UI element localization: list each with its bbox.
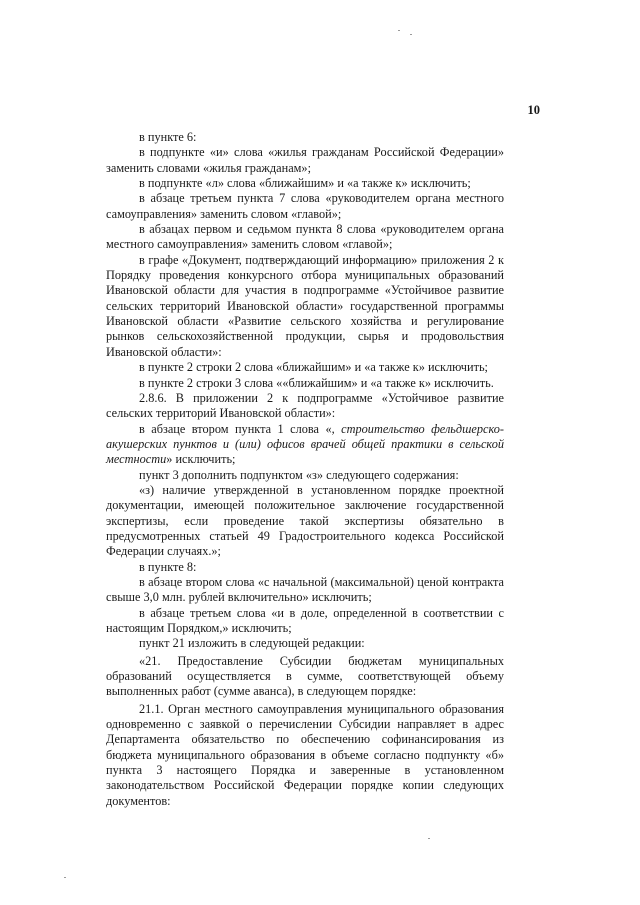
paragraph: в графе «Документ, подтверждающий информацию» приложения 2 к Порядку проведения конкурсного отбора муниципальных образований Ивановской области для участия в подпрограмме «Устойчивое развитие сельских территорий Ивановской области» государственной программы Ивановской области «Развитие сельского хозяйства и регулирование рынков сельскохозяйственной продукции, сырья и продовольствия Ивановской области»:	[106, 252, 504, 359]
paragraph: «з) наличие утвержденной в установленном порядке проектной документации, имеющей положительное заключение государственной экспертизы, если проведение такой экспертизы обязательно в предусмотренных статьей 49 Градостроительного кодекса Российской Федерации случаях.»;	[106, 482, 504, 559]
paragraph: пункт 21 изложить в следующей редакции:	[139, 636, 365, 651]
paragraph: в подпункте «и» слова «жилья гражданам Российской Федерации» заменить словами «жилья гражданам»;	[106, 145, 504, 175]
paragraph: в пункте 6:	[139, 130, 197, 144]
paragraph: в подпункте «л» слова «ближайшим» и «а также к» исключить;	[139, 176, 471, 191]
document-body	[106, 130, 504, 809]
page-number: 10	[527, 103, 540, 117]
scan-speck	[64, 877, 66, 878]
paragraph: в пункте 8:	[139, 559, 197, 574]
paragraph: в пункте 2 строки 2 слова «ближайшим» и «а также к» исключить;	[139, 360, 488, 375]
scan-speck	[410, 34, 412, 35]
scan-speck	[398, 30, 400, 31]
paragraph: в абзаце втором слова «с начальной (максимальной) ценой контракта свыше 3,0 млн. рублей включительно» исключить;	[106, 574, 504, 605]
italic-excerpt: , строительство фельдшерско-акушерских пунктов и (или) офисов врачей общей практики в сельской местности	[106, 421, 504, 467]
paragraph-with-italic	[106, 422, 504, 468]
paragraph: в пункте 2 строки 3 слова ««ближайшим» и «а также к» исключить.	[139, 375, 494, 390]
paragraph: 21.1. Орган местного самоуправления муниципального образования одновременно с заявкой о перечислении Субсидии направляет в адрес Департамента обязательство по обеспечению софинансирования из бюджета муниципального образования в объеме согласно подпункту «б» пункта 3 настоящего Порядка и заверенные в установленном законодательством Российской Федерации порядке копии следующих документов:	[106, 701, 504, 808]
paragraph: в абзаце третьем пункта 7 слова «руководителем органа местного самоуправления» заменить словом «главой»;	[106, 191, 504, 221]
paragraph: в абзацах первом и седьмом пункта 8 слова «руководителем органа местного самоуправления» заменить словом «главой»;	[106, 222, 504, 252]
paragraph: пункт 3 дополнить подпунктом «з» следующего содержания:	[139, 467, 459, 482]
paragraph-lead: в абзаце втором пункта 1 слова «	[139, 421, 332, 436]
paragraph: в абзаце третьем слова «и в доле, определенной в соответствии с настоящим Порядком,» исключить;	[106, 605, 504, 635]
paragraph: 2.8.6. В приложении 2 к подпрограмме «Устойчивое развитие сельских территорий Ивановской области»:	[106, 390, 504, 421]
scan-speck	[428, 838, 430, 839]
paragraph: «21. Предоставление Субсидии бюджетам муниципальных образований осуществляется в сумме, соответствующей объему выполненных работ (сумме аванса), в следующем порядке:	[106, 653, 504, 699]
paragraph-tail: » исключить;	[166, 452, 236, 467]
